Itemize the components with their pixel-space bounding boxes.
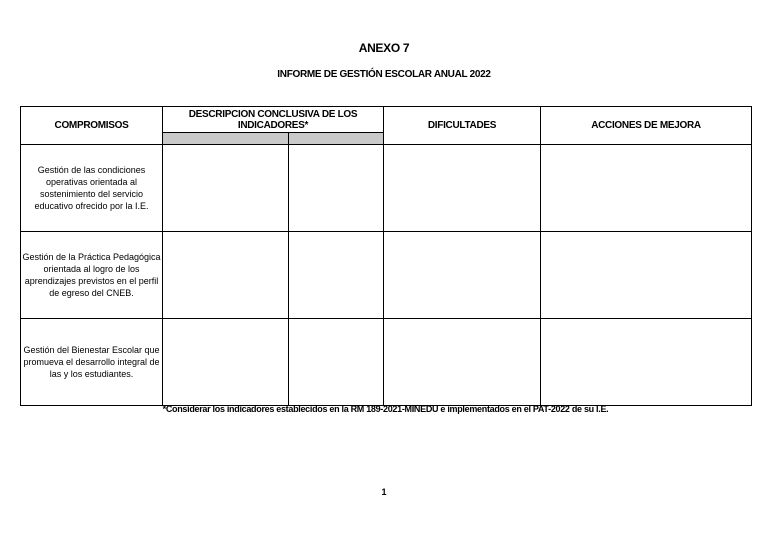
header-row [21, 107, 752, 133]
table-row [21, 232, 752, 319]
indicator-cell[interactable] [289, 232, 384, 319]
commitment-cell: Gestión de la Práctica Pedagógica orientada al logro de los aprendizajes previstos en el perfil de egreso del CNEB. [21, 232, 163, 319]
improvement-actions-cell[interactable] [541, 145, 752, 232]
improvement-actions-cell[interactable] [541, 319, 752, 406]
difficulties-cell[interactable] [384, 145, 541, 232]
difficulties-cell[interactable] [384, 232, 541, 319]
indicator-cell[interactable] [163, 319, 289, 406]
indicator-cell[interactable] [289, 145, 384, 232]
indicator-cell[interactable] [163, 145, 289, 232]
commitment-cell: Gestión de las condiciones operativas orientada al sostenimiento del servicio educativo ofrecido por la I.E. [21, 145, 163, 232]
indicator-cell[interactable] [163, 232, 289, 319]
report-title: INFORME DE GESTIÓN ESCOLAR ANUAL 2022 [277, 69, 491, 80]
page-number: 1 [381, 487, 387, 497]
difficulties-cell[interactable] [384, 319, 541, 406]
indicator-subheader-cell [289, 133, 384, 145]
header-difficulties: DIFICULTADES [384, 107, 541, 145]
header-commitments: COMPROMISOS [21, 107, 163, 145]
indicator-cell[interactable] [289, 319, 384, 406]
header-indicators: DESCRIPCION CONCLUSIVA DE LOS INDICADORES* [163, 107, 384, 133]
table-row [21, 145, 752, 232]
table-row [21, 319, 752, 406]
management-report-table [20, 106, 752, 406]
annex-title: ANEXO 7 [358, 41, 410, 55]
header-improvement-actions: ACCIONES DE MEJORA [541, 107, 752, 145]
footnote: *Considerar los indicadores establecidos en la RM 189-2021-MINEDU e implementados en el PAT-2022 de su I.E. [162, 404, 609, 414]
improvement-actions-cell[interactable] [541, 232, 752, 319]
commitment-cell: Gestión del Bienestar Escolar que promueva el desarrollo integral de las y los estudiantes. [21, 319, 163, 406]
indicator-subheader-cell [163, 133, 289, 145]
